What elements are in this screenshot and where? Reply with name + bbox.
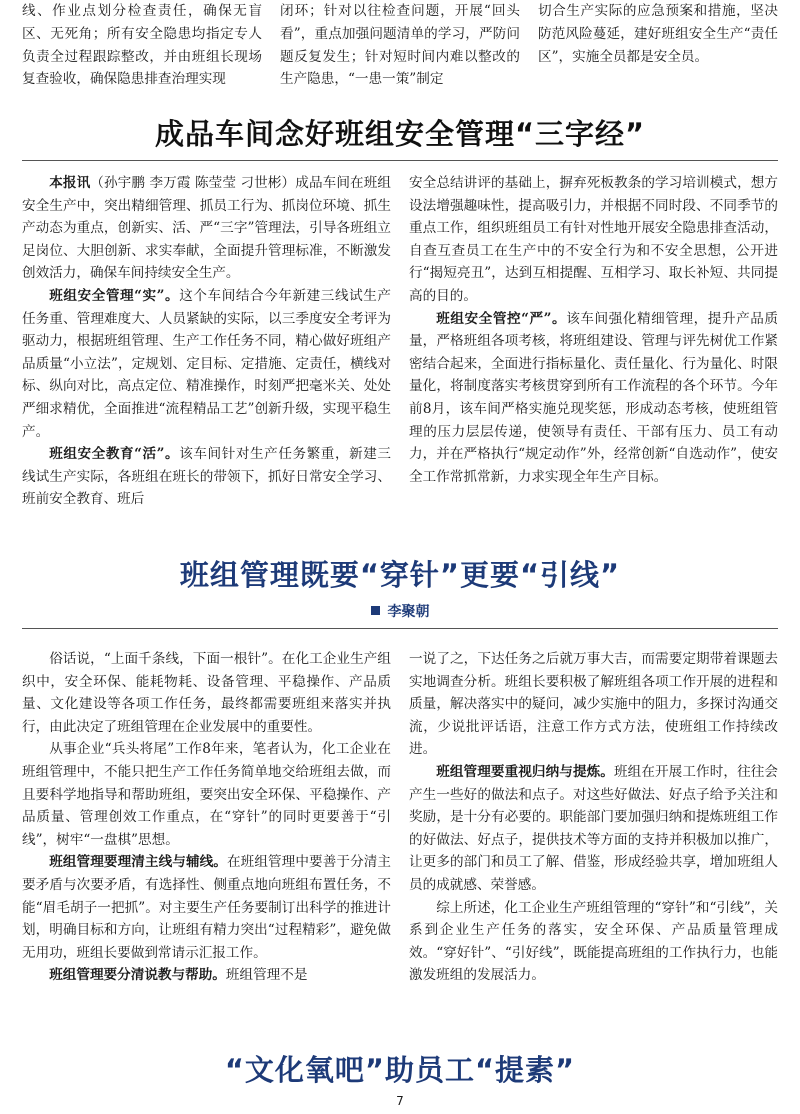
article2-divider <box>22 628 778 629</box>
article1-paragraph <box>22 172 391 285</box>
top-column-3 <box>538 0 778 100</box>
article2-paragraph <box>22 738 391 851</box>
paragraph-text: 该车间针对生产任务繁重，新建三线试生产实际，各班组在班长的带领下，抓好日常安全学习、班前安全教育、班后 <box>22 446 392 508</box>
paragraph-text: 俗话说，“上面千条线，下面一根针”。在化工企业生产组织中，安全环保、能耗物耗、设备管理、平稳操作、产品质量、文化建设等各项工作任务，最终都需要班组来落实并执行，由此决定了班组管理在企业发展中的重要性。 <box>22 651 391 735</box>
article2-paragraph <box>22 851 391 964</box>
article1-paragraph <box>409 172 778 308</box>
paragraph-lead: 本报讯 <box>49 175 91 191</box>
paragraph-text: 该车间强化精细管理，提升产品质量，严格班组各项考核，将班组建设、管理与评先树优工作紧密结合起来，全面进行指标量化、责任量化、行为量化、时限量化，将制度落实考核贯穿到所有工作流程的各个环节。今年前8月，该车间严格实施兑现奖惩，形成动态考核，使班组管理的压力层层传递，使领导有责任、干部有压力、员工有动力，并在严格执行“规定动作”外，经常创新“自选动作”，使安全工作常抓常新，力求实现全年生产目标。 <box>409 310 779 485</box>
article2-byline <box>0 601 800 621</box>
paragraph-lead: 班组管理要分清说教与帮助。 <box>49 967 226 984</box>
top-column-2 <box>280 0 520 100</box>
paragraph-lead: 班组安全教育“活”。 <box>49 446 180 463</box>
article1-paragraph <box>22 285 391 443</box>
top-column-3-text: 切合生产实际的应急预案和措施，坚决防范风险蔓延，建好班组安全生产“责任区”，实施全员都是安全员。 <box>538 3 778 65</box>
article2-paragraph <box>409 897 778 987</box>
article1-paragraph <box>22 443 391 511</box>
article2-headline: 班组管理既要“穿针”更要“引线” <box>179 558 621 592</box>
article3-headline: “文化氧吧”助员工“提素” <box>224 1053 576 1087</box>
paragraph-text: 班组在开展工作时，往往会产生一些好的做法和点子。对这些好做法、好点子给予关注和奖励，是十分有必要的。职能部门要加强归纳和提炼班组工作的好做法、好点子，提供技术等方面的支持并积极加以推广，让更多的部门和员工了解、借鉴，形成经验共享，增加班组人员的成就感、荣誉感。 <box>409 763 779 893</box>
paragraph-text: 一说了之，下达任务之后就万事大吉，而需要定期带着课题去实地调查分析。班组长要积极了解班组各项工作开展的进程和质量，解决落实中的疑问，减少实施中的阻力，多探讨沟通交流，少说批评话语，注意工作方式方法，使班组工作持续改进。 <box>409 651 778 758</box>
top-continued-columns <box>0 0 800 100</box>
article2-paragraph <box>409 648 778 761</box>
top-column-2-text: 闭环；针对以往检查问题，开展“回头看”，重点加强问题清单的学习，严防问题反复发生；针对短时间内难以整改的生产隐患，“一患一策”制定 <box>280 3 520 88</box>
article1-paragraph <box>409 308 778 489</box>
paragraph-text: 安全总结讲评的基础上，摒弃死板教条的学习培训模式，想方设法增强趣味性，提高吸引力，并根据不同时段、不同季节的重点工作，组织班组员工有针对性地开展安全隐患排查活动，自查互查员工在生产中的不安全行为和不安全思想，公开进行“揭短亮丑”，达到互相提醒、互相学习、取长补短、共同提高的目的。 <box>409 175 778 304</box>
article2-right-column <box>409 648 778 1043</box>
page-number: 7 <box>396 1094 404 1108</box>
paragraph-text: （孙宇鹏 李万霞 陈莹莹 刁世彬）成品车间在班组安全生产中，突出精细管理、抓员工行为、抓岗位环境、抓生产动态为重点，创新实、活、严“三字”管理法，引导各班组立足岗位、大胆创新、求实奉献，全面提升管理标准，不断激发创效活力，确保车间持续安全生产。 <box>22 175 392 282</box>
paragraph-lead: 班组管理要重视归纳与提炼。 <box>436 763 614 780</box>
square-bullet-icon <box>371 606 380 615</box>
paragraph-text: 从事企业“兵头将尾”工作8年来，笔者认为，化工企业在班组管理中，不能只把生产工作任务简单地交给班组去做，而且要科学地指导和帮助班组，要突出安全环保、平稳操作、产品质量、管理创效工作重点，在“穿针”的同时更要善于“引线”，树牢“一盘棋”思想。 <box>22 741 391 848</box>
article1-divider <box>22 160 778 161</box>
article2-left-column <box>22 648 391 1043</box>
article1-headline: 成品车间念好班组安全管理“三字经” <box>154 117 646 151</box>
paragraph-text: 综上所述，化工企业生产班组管理的“穿针”和“引线”，关系到企业生产任务的落实，安全环保、产品质量管理成效。“穿好针”、“引好线”，既能提高班组的工作执行力，也能激发班组的发展活力。 <box>409 899 778 984</box>
paragraph-lead: 班组管理要理清主线与辅线。 <box>49 854 227 871</box>
author-name: 李聚朝 <box>387 604 430 620</box>
article1-right-column <box>409 172 778 550</box>
paragraph-text: 班组管理不是 <box>225 967 308 984</box>
paragraph-text: 在班组管理中要善于分清主要矛盾与次要矛盾，有选择性、侧重点地向班组布置任务，不能“眉毛胡子一把抓”。对主要生产任务要制订出科学的推进计划，明确目标和方向，让班组有精力突出“过程精彩”，避免做无用功，班组长要做到常请示汇报工作。 <box>22 854 392 961</box>
top-column-1 <box>22 0 262 100</box>
article2-paragraph <box>22 964 391 987</box>
paragraph-lead: 班组安全管理“实”。 <box>49 287 180 304</box>
paragraph-lead: 班组安全管控“严”。 <box>436 310 567 327</box>
article1-left-column <box>22 172 391 550</box>
article2-paragraph <box>22 648 391 738</box>
article2-paragraph <box>409 761 778 897</box>
article2-body <box>0 648 800 1043</box>
top-column-1-text: 线、作业点划分检查责任，确保无盲区、无死角；所有安全隐患均指定专人负责全过程跟踪整改，并由班组长现场复查验收，确保隐患排查治理实现 <box>22 3 262 88</box>
paragraph-text: 这个车间结合今年新建三线试生产任务重、管理难度大、人员紧缺的实际，以三季度安全考评为驱动力，根据班组管理、生产工作任务不同，精心做好班组产品质量“小立法”，定规划、定目标、定措施、定责任，横线对标、纵向对比，高点定位、精准操作，时刻严把毫米关、处处严细求精优，全面推进“流程精品工艺”创新升级，实现平稳生产。 <box>22 287 392 440</box>
article1-body <box>0 172 800 550</box>
